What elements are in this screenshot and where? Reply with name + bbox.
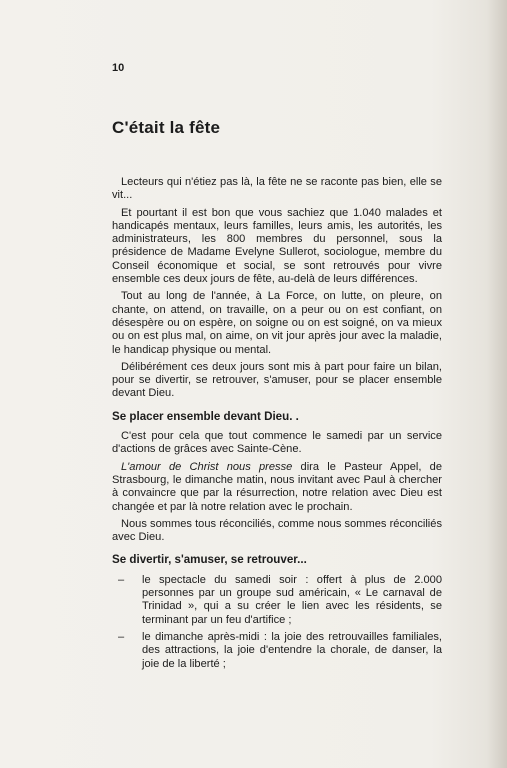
list-item: – le spectacle du samedi soir : offert à plus de 2.000 personnes par un groupe sud américain, « Le carnaval de Trinidad », qui a su créer le lien avec les résidents, se terminant par un feu d'artifice ;: [112, 574, 442, 627]
intro-paragraph-4: Délibérément ces deux jours sont mis à part pour faire un bilan, pour se divertir, se retrouver, s'amuser, pour se placer ensemble devant Dieu.: [112, 360, 442, 400]
section1-paragraph-2: [112, 461, 442, 514]
intro-paragraph-1: Lecteurs qui n'étiez pas là, la fête ne se raconte pas bien, elle se vit...: [112, 176, 442, 202]
section1-paragraph-2-rest: dira le Pasteur Appel, de Strasbourg, le dimanche matin, nous invitant avec Paul à chercher à convaincre que par la résurrection, notre relation avec Dieu est changée et par là notre relation avec le prochain.: [112, 460, 442, 513]
section1-paragraph-1: C'est pour cela que tout commence le samedi par un service d'actions de grâces avec Sainte-Cène.: [112, 430, 442, 456]
intro-paragraph-2: Et pourtant il est bon que vous sachiez que 1.040 malades et handicapés mentaux, leurs familles, leurs amis, les autorités, les administrateurs, les 800 membres du personnel, sous la présidence de Madame Evelyne Sullerot, sociologue, membre du Conseil économique et social, se sont retrouvés pour vivre ensemble ces deux jours de fête, au-delà de leurs différences.: [112, 206, 442, 286]
list-item: – le dimanche après-midi : la joie des retrouvailles familiales, des attractions, la joie d'entendre la chorale, de danser, la joie de la liberté ;: [112, 631, 442, 671]
page-title: C'était la fête: [112, 118, 221, 137]
section1-paragraph-3: Nous sommes tous réconciliés, comme nous sommes réconciliés avec Dieu.: [112, 517, 442, 544]
quote-amour-de-christ: L'amour de Christ nous presse: [121, 460, 293, 473]
section-heading-se-divertir: Se divertir, s'amuser, se retrouver...: [112, 553, 307, 567]
intro-paragraph-3: Tout au long de l'année, à La Force, on lutte, on pleure, on chante, on attend, on travaille, on a peur ou on est confiant, on désespère ou on espère, on soigne ou on est soigné, on va mieux ou on est plus mal, on aime, on vit jour après jour avec la maladie, le handicap physique ou mental.: [112, 290, 442, 356]
activities-list: [112, 574, 442, 671]
article-body: [112, 176, 442, 675]
page-number: 10: [112, 62, 125, 74]
section-heading-devant-dieu: Se placer ensemble devant Dieu. .: [112, 409, 299, 423]
